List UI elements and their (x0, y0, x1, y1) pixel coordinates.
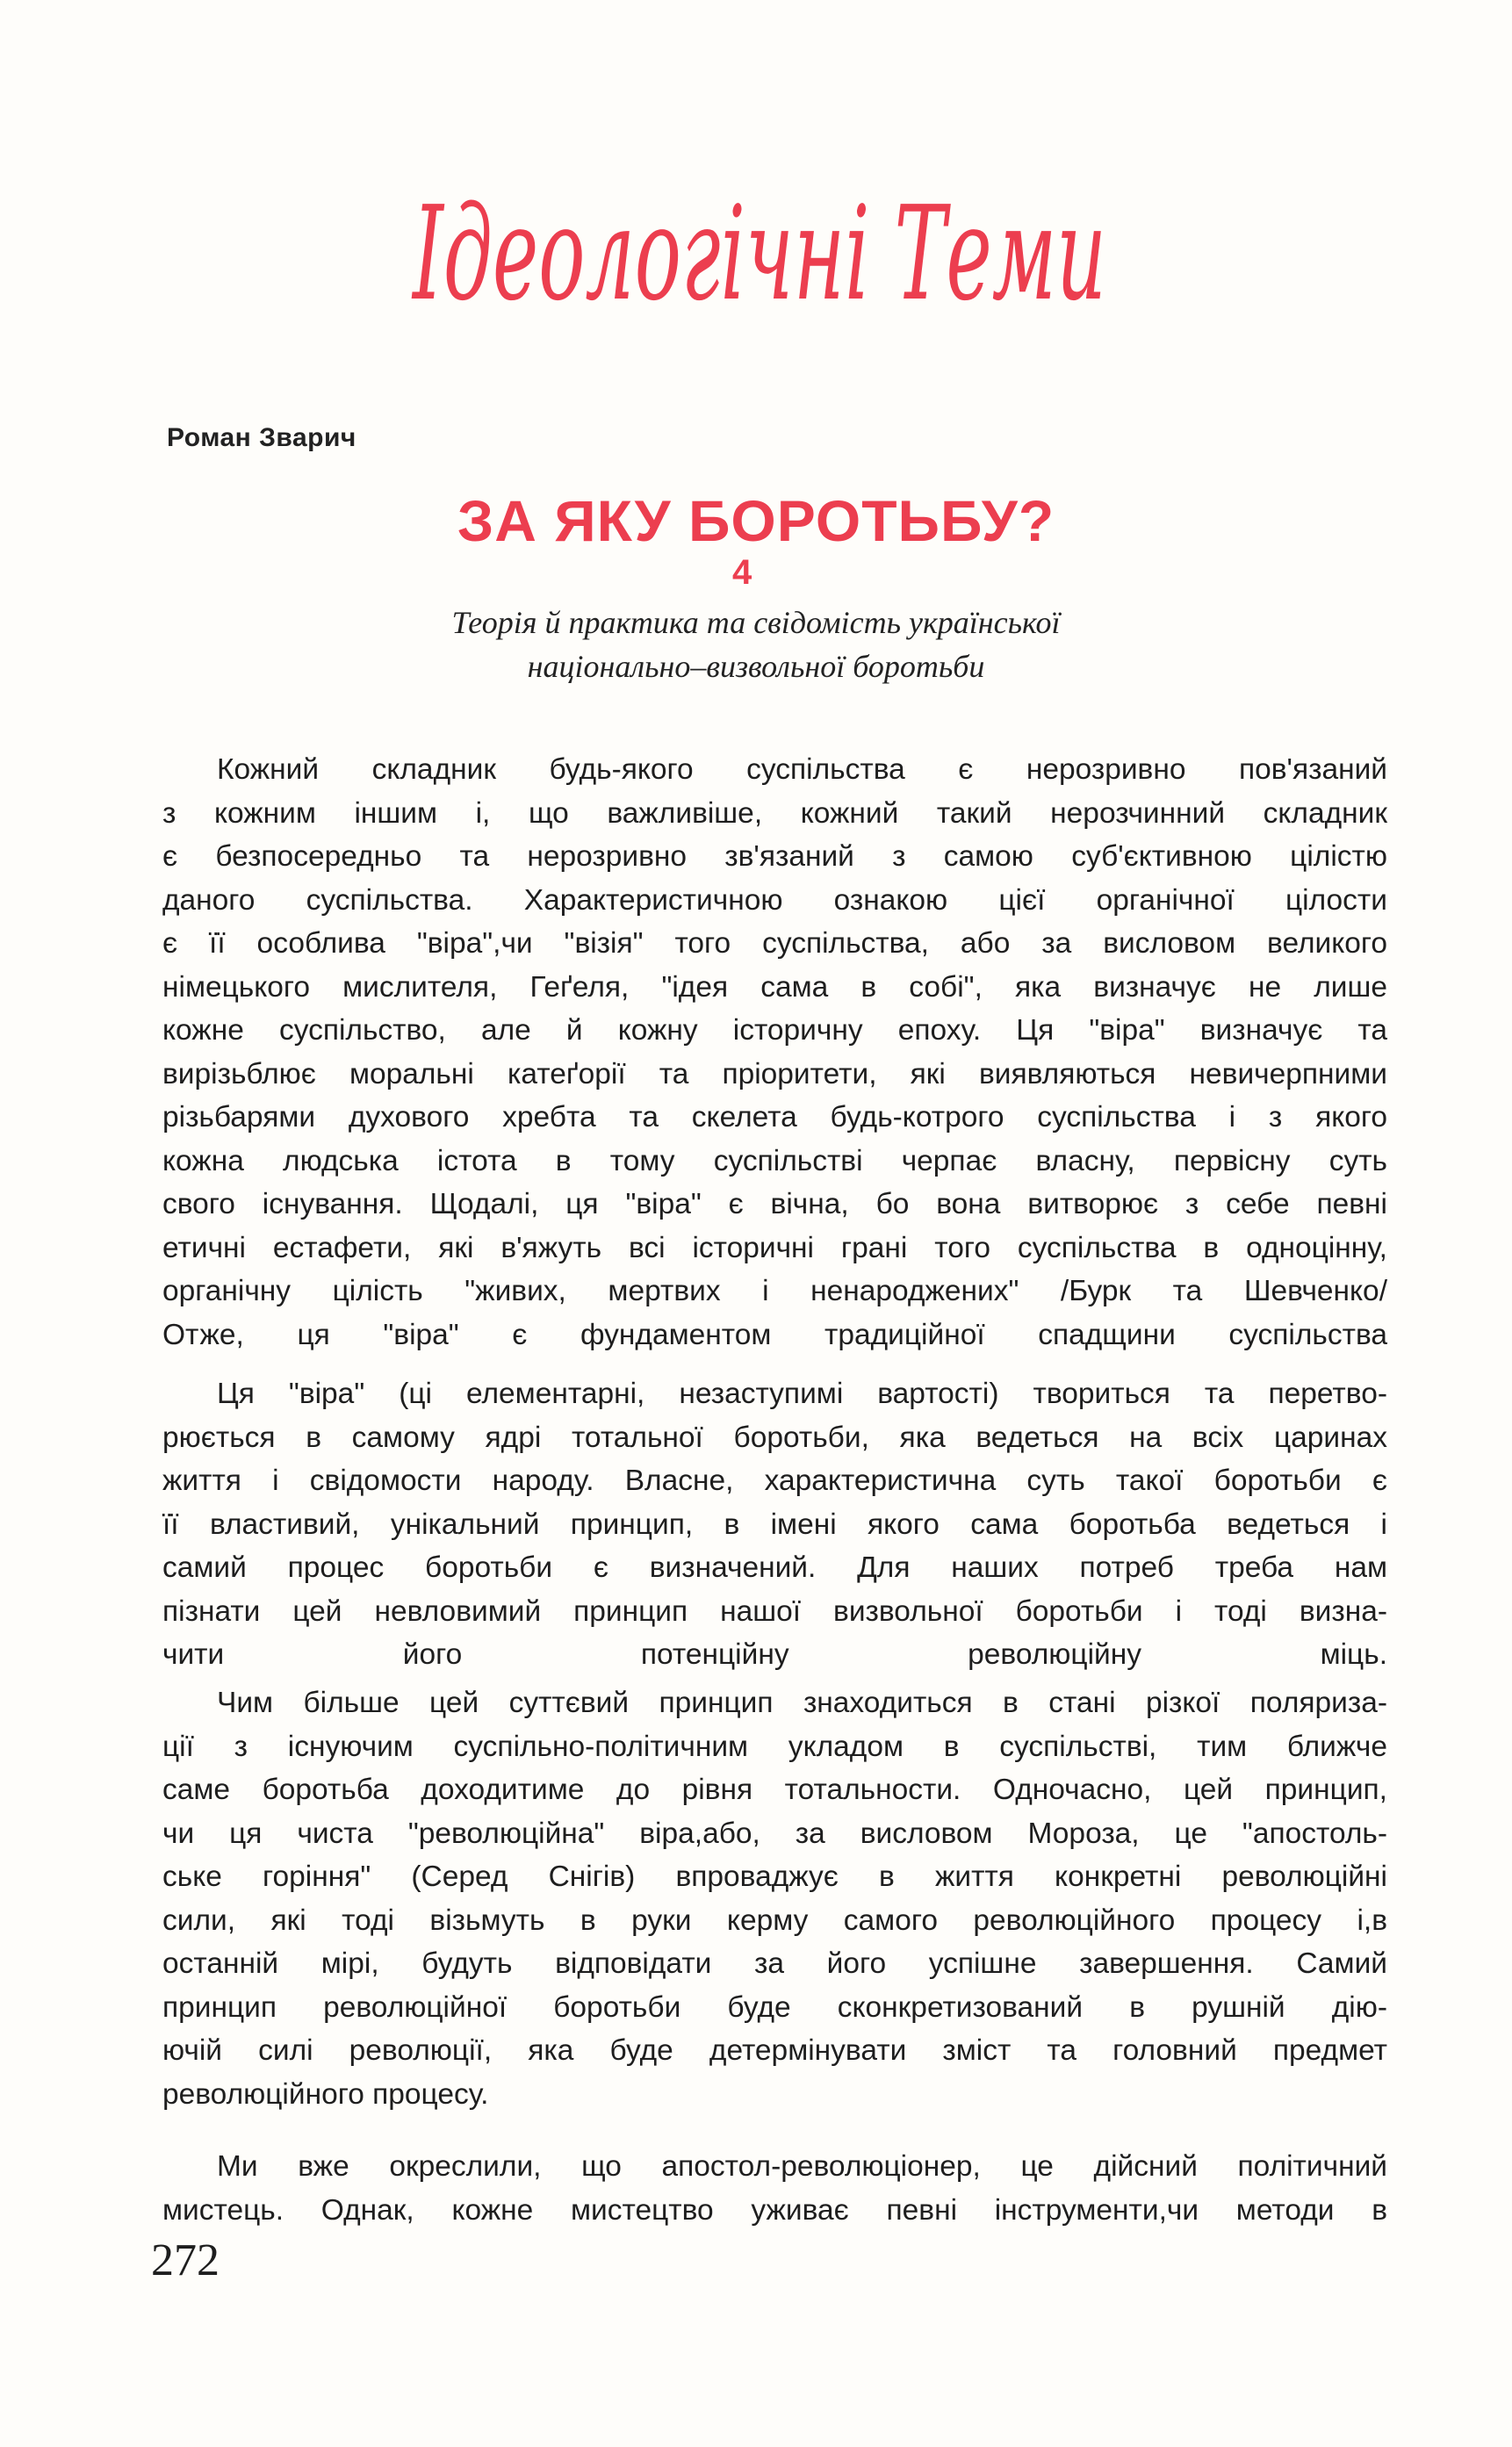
subtitle-line: Теорія й практика та свідомість української (451, 605, 1061, 640)
paragraph-3 (162, 1681, 1387, 2116)
text-line: Кожний складник будь-якого суспільства є нерозривно пов'язаний (217, 753, 1387, 786)
text-line: різьбарями духового хребта та скелета будь-котрого суспільства і з якого (162, 1101, 1387, 1134)
text-line: революційного процесу. (162, 2077, 489, 2111)
text-line: останній мірі, будуть відповідати за його успішне завершення. Самий (162, 1947, 1387, 1980)
article-subtitle (0, 601, 1512, 688)
text-line: життя і свідомости народу. Власне, характеристична суть такої боротьби є (162, 1465, 1387, 1497)
article-title: ЗА ЯКУ БОРОТЬБУ? (457, 488, 1055, 553)
text-line: свого існування. Щодалі, ця "віра" є вічна, бо вона витворює з себе певні (162, 1188, 1387, 1220)
page-number: 272 (151, 2235, 220, 2285)
text-line: Ця "віра" (ці елементарні, незаступимі вартості) твориться та перетво- (217, 1378, 1387, 1410)
text-line: ції з існуючим суспільно-політичним укладом в суспільстві, тим ближче (162, 1730, 1387, 1763)
text-line: є її особлива "віра",чи "візія" того суспільства, або за висловом великого (162, 927, 1387, 960)
text-line: рюється в самому ядрі тотальної боротьби, яка ведеться на всіх царинах (162, 1421, 1387, 1454)
text-line: пізнати цей невловимий принцип нашої визвольної боротьби і тоді визна- (162, 1594, 1387, 1628)
text-line: самий процес боротьби є визначений. Для наших потреб треба нам (162, 1551, 1387, 1584)
text-line: Ми вже окреслили, що апостол-революціонер, це дійсний політичний (217, 2150, 1387, 2183)
text-line: кожне суспільство, але й кожну історичну епоху. Ця "віра" визначує та (162, 1014, 1387, 1047)
text-line: органічну цілість "живих, мертвих і ненароджених" /Бурк та Шевченко/ (162, 1275, 1387, 1307)
text-line: ське горіння" (Серед Снігів) впроваджує в життя конкретні революційні (162, 1860, 1387, 1893)
text-line: саме боротьба доходитиме до рівня тотальности. Одночасно, цей принцип, (162, 1774, 1387, 1806)
text-line: даного суспільства. Характеристичною ознакою цієї органічної цілости (162, 883, 1387, 917)
paragraph-4 (162, 2145, 1387, 2232)
part-number: 4 (732, 553, 752, 592)
text-line: є безпосередньо та нерозривно зв'язаний з самою суб'єктивною цілістю (162, 840, 1387, 873)
text-line: етичні естафети, які в'яжуть всі історичні грані того суспільства в одноцінну, (162, 1231, 1387, 1264)
paragraph-1 (162, 748, 1387, 1357)
text-line: її властивий, унікальний принцип, в імені якого сама боротьба ведеться і (162, 1508, 1387, 1541)
text-line: кожна людська істота в тому суспільстві черпає власну, первісну суть (162, 1144, 1387, 1177)
text-line: Чим більше цей суттєвий принцип знаходиться в стані різкої поляриза- (217, 1687, 1387, 1719)
paragraph-2 (162, 1372, 1387, 1677)
text-line: сили, які тоді візьмуть в руки керму самого революційного процесу і,в (162, 1904, 1387, 1937)
text-line: принцип революційної боротьби буде сконкретизований в рушній дію- (162, 1990, 1387, 2024)
section-title-graphic (404, 132, 1124, 404)
author-name: Роман Зварич (167, 423, 356, 452)
text-line: з кожним іншим і, що важливіше, кожний такий нерозчинний складник (162, 796, 1387, 830)
text-line: чи ця чиста "революційна" віра,або, за висловом Мороза, це "апостоль- (162, 1817, 1387, 1850)
text-line: Отже, ця "віра" є фундаментом традиційної спадщини суспільства (162, 1318, 1387, 1351)
text-line: мистець. Однак, кожне мистецтво уживає певні інструменти,чи методи в (162, 2193, 1387, 2227)
section-title (404, 132, 1124, 404)
text-line: чити його потенційну революційну міць. (162, 1638, 1387, 1671)
text-line: вирізьблює моральні катеґорії та пріоритети, які виявляються невичерпними (162, 1057, 1387, 1090)
section-title-text: Ідеологічні Теми (411, 178, 1106, 329)
text-line: німецького мислителя, Геґеля, "ідея сама в собі", яка визначує не лише (162, 970, 1387, 1004)
subtitle-line: національно–визвольної боротьби (527, 649, 985, 684)
text-line: ючій силі революції, яка буде детермінувати зміст та головний предмет (162, 2034, 1387, 2067)
